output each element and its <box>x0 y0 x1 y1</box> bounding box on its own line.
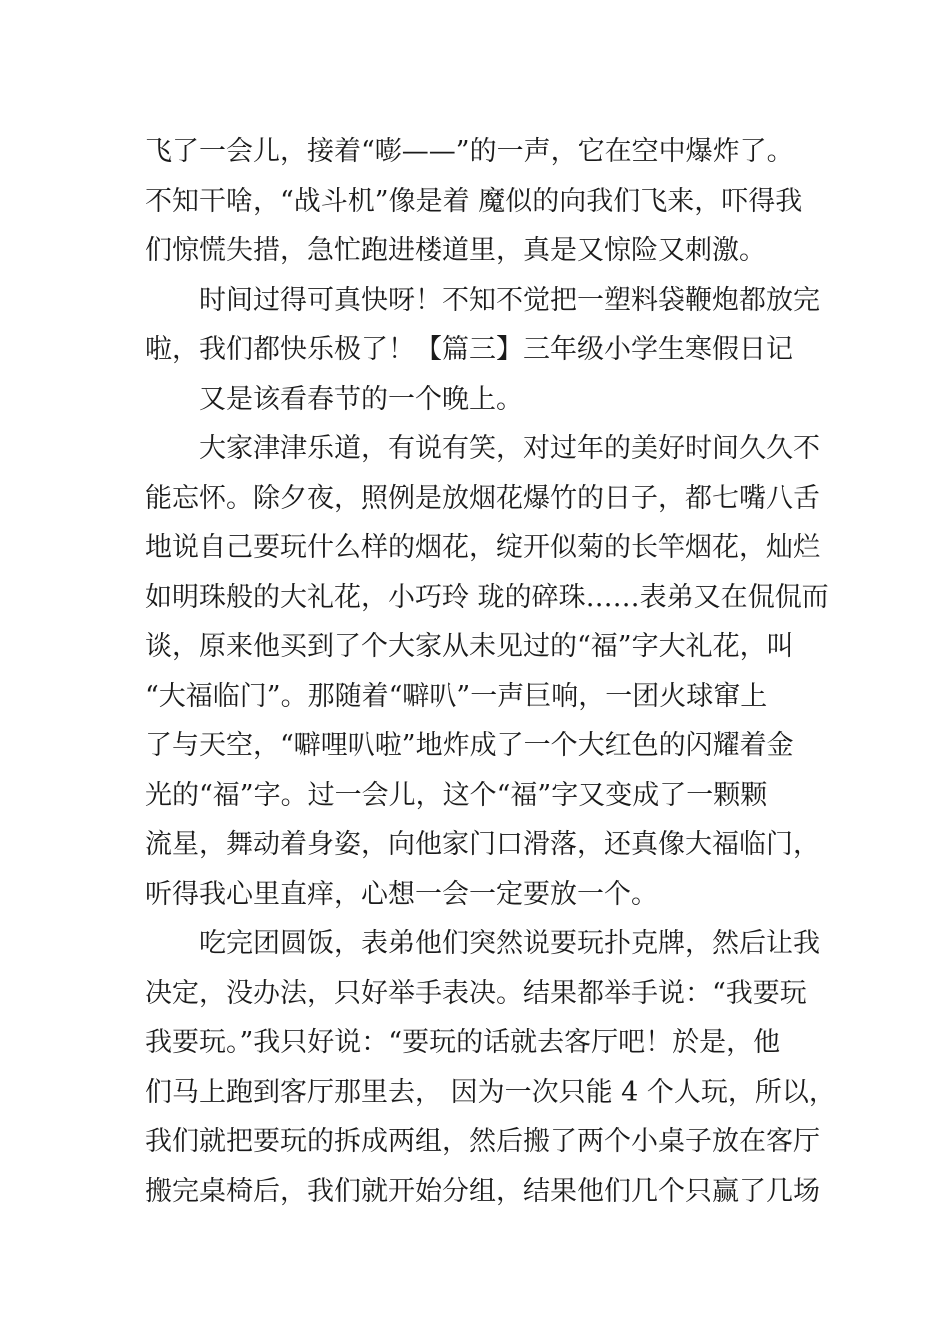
text-line: 流星，舞动着身姿，向他家门口滑落，还真像大福临门， <box>145 829 820 860</box>
paragraph-start-line: 吃完团圆饭，表弟他们突然说要玩扑克牌，然后让我 <box>199 928 820 959</box>
text-line: 听得我心里直痒，心想一会一定要放一个。 <box>145 878 658 910</box>
text-line: 我要玩。”我只好说：“要玩的话就去客厅吧！於是，他 <box>145 1027 781 1058</box>
text-line: 啦，我们都快乐极了！【篇三】三年级小学生寒假日记 <box>145 334 793 365</box>
text-line: 飞了一会儿，接着“嘭——”的一声，它在空中爆炸了。 <box>145 136 794 167</box>
text-line: 谈，原来他买到了个大家从未见过的“福”字大礼花，叫 <box>145 631 794 662</box>
text-line: 们惊慌失措，急忙跑进楼道里，真是又惊险又刺激。 <box>145 235 766 266</box>
paragraph-start-line: 大家津津乐道，有说有笑，对过年的美好时间久久不 <box>199 433 820 464</box>
text-line: 们马上跑到客厅那里去， 因为一次只能 4 个人玩，所以， <box>145 1076 836 1108</box>
text-line: 决定，没办法，只好举手表决。结果都举手说：“我要玩 <box>145 977 807 1009</box>
text-line: 我们就把要玩的拆成两组，然后搬了两个小桌子放在客厅 <box>145 1126 820 1157</box>
paragraph-start-line: 又是该看春节的一个晚上。 <box>199 383 523 415</box>
body-text <box>145 127 836 1216</box>
text-line: 了与天空，“噼哩叭啦”地炸成了一个大红色的闪耀着金 <box>145 730 794 761</box>
text-line: 不知干啥，“战斗机”像是着 魔似的向我们飞来，吓得我 <box>145 185 803 217</box>
text-line: 地说自己要玩什么样的烟花，绽开似菊的长竿烟花，灿烂 <box>145 532 820 563</box>
text-line: 能忘怀。除夕夜，照例是放烟花爆竹的日子，都七嘴八舌 <box>145 482 820 514</box>
text-line: 搬完桌椅后，我们就开始分组，结果他们几个只赢了几场 <box>145 1175 820 1207</box>
text-line: “大福临门”。那随着“噼叭”一声巨响，一团火球窜上 <box>145 680 768 712</box>
paragraph-start-line: 时间过得可真快呀！不知不觉把一塑料袋鞭炮都放完 <box>199 284 820 316</box>
text-line: 光的“福”字。过一会儿，这个“福”字又变成了一颗颗 <box>145 779 768 811</box>
text-line: 如明珠般的大礼花，小巧玲 珑的碎珠……表弟又在侃侃而 <box>145 581 829 613</box>
